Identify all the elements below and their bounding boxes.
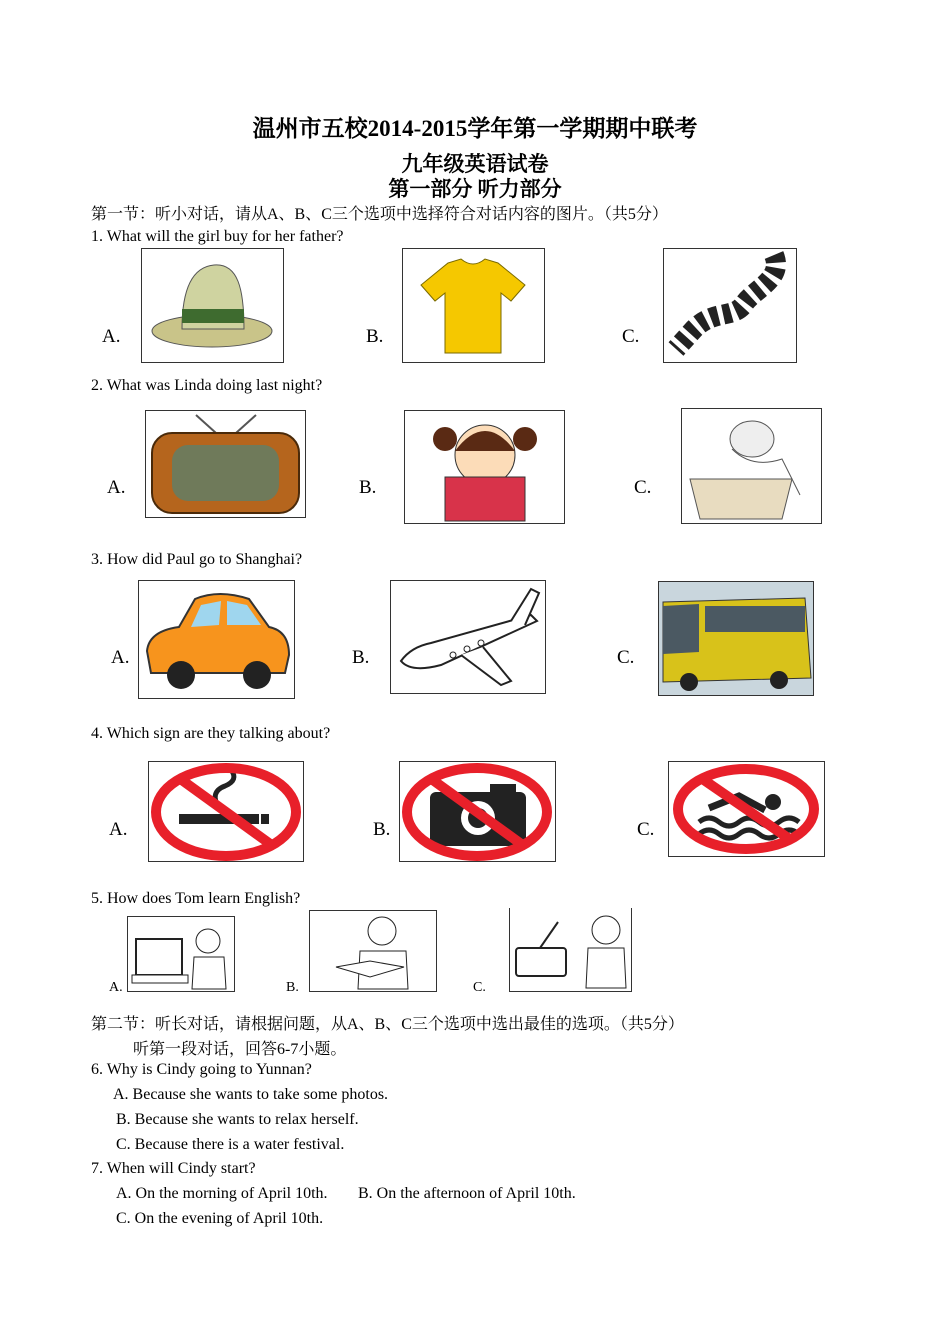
no-smoking-sign (148, 761, 304, 862)
part-title: 第一部分 听力部分 (388, 177, 562, 201)
plane-icon (390, 580, 546, 694)
question-3: 3. How did Paul go to Shanghai? (91, 551, 303, 568)
hat-icon (141, 248, 284, 363)
section1-instruction: 第一节：听小对话，请从A、B、C三个选项中选择符合对话内容的图片。（共5分） (91, 206, 668, 223)
section2-instruction: 第二节：听长对话，请根据问题，从A、B、C三个选项中选出最佳的选项。（共5分） (91, 1016, 684, 1033)
q3-option-a-label: A. (111, 647, 130, 668)
q2-option-b-label: B. (359, 477, 377, 498)
q4-option-c-label: C. (637, 819, 655, 840)
computer-learning-icon (127, 916, 235, 992)
q7-option-a: A. On the morning of April 10th. (116, 1185, 328, 1202)
tv-icon (145, 410, 306, 518)
paper-subtitle: 九年级英语试卷 (401, 152, 549, 176)
q7-option-b: B. On the afternoon of April 10th. (358, 1185, 576, 1202)
washing-clothes-icon (681, 408, 822, 524)
q3-option-b-label: B. (352, 647, 370, 668)
section2-sub-instruction: 听第一段对话，回答6-7小题。 (133, 1041, 347, 1058)
bus-icon (658, 581, 814, 696)
question-7: 7. When will Cindy start? (91, 1160, 256, 1177)
no-photos-sign (399, 761, 556, 862)
car-icon (138, 580, 295, 699)
q2-option-a-label: A. (107, 477, 126, 498)
tshirt-icon (402, 248, 545, 363)
q4-option-b-label: B. (373, 819, 391, 840)
q7-option-c: C. On the evening of April 10th. (116, 1210, 324, 1227)
page-title: 温州市五校2014-2015学年第一学期期中联考 (252, 116, 698, 141)
question-4: 4. Which sign are they talking about? (91, 725, 331, 742)
book-reading-icon (309, 910, 437, 992)
q6-option-c: C. Because there is a water festival. (116, 1136, 345, 1153)
radio-listening-icon (509, 908, 632, 992)
q1-option-a-label: A. (102, 326, 121, 347)
q1-option-c-label: C. (622, 326, 640, 347)
q3-option-c-label: C. (617, 647, 635, 668)
q6-option-b: B. Because she wants to relax herself. (116, 1111, 359, 1128)
q5-option-c-label: C. (473, 980, 486, 995)
q2-option-c-label: C. (634, 477, 652, 498)
q5-option-a-label: A. (109, 980, 123, 995)
scarf-icon (663, 248, 797, 363)
question-1: 1. What will the girl buy for her father? (91, 228, 344, 245)
question-2: 2. What was Linda doing last night? (91, 377, 323, 394)
q1-option-b-label: B. (366, 326, 384, 347)
no-swimming-sign (668, 761, 825, 857)
q5-option-b-label: B. (286, 980, 299, 995)
q4-option-a-label: A. (109, 819, 128, 840)
q6-option-a: A. Because she wants to take some photos. (113, 1086, 389, 1103)
girl-reading-icon (404, 410, 565, 524)
question-6: 6. Why is Cindy going to Yunnan? (91, 1061, 312, 1078)
question-5: 5. How does Tom learn English? (91, 890, 301, 907)
